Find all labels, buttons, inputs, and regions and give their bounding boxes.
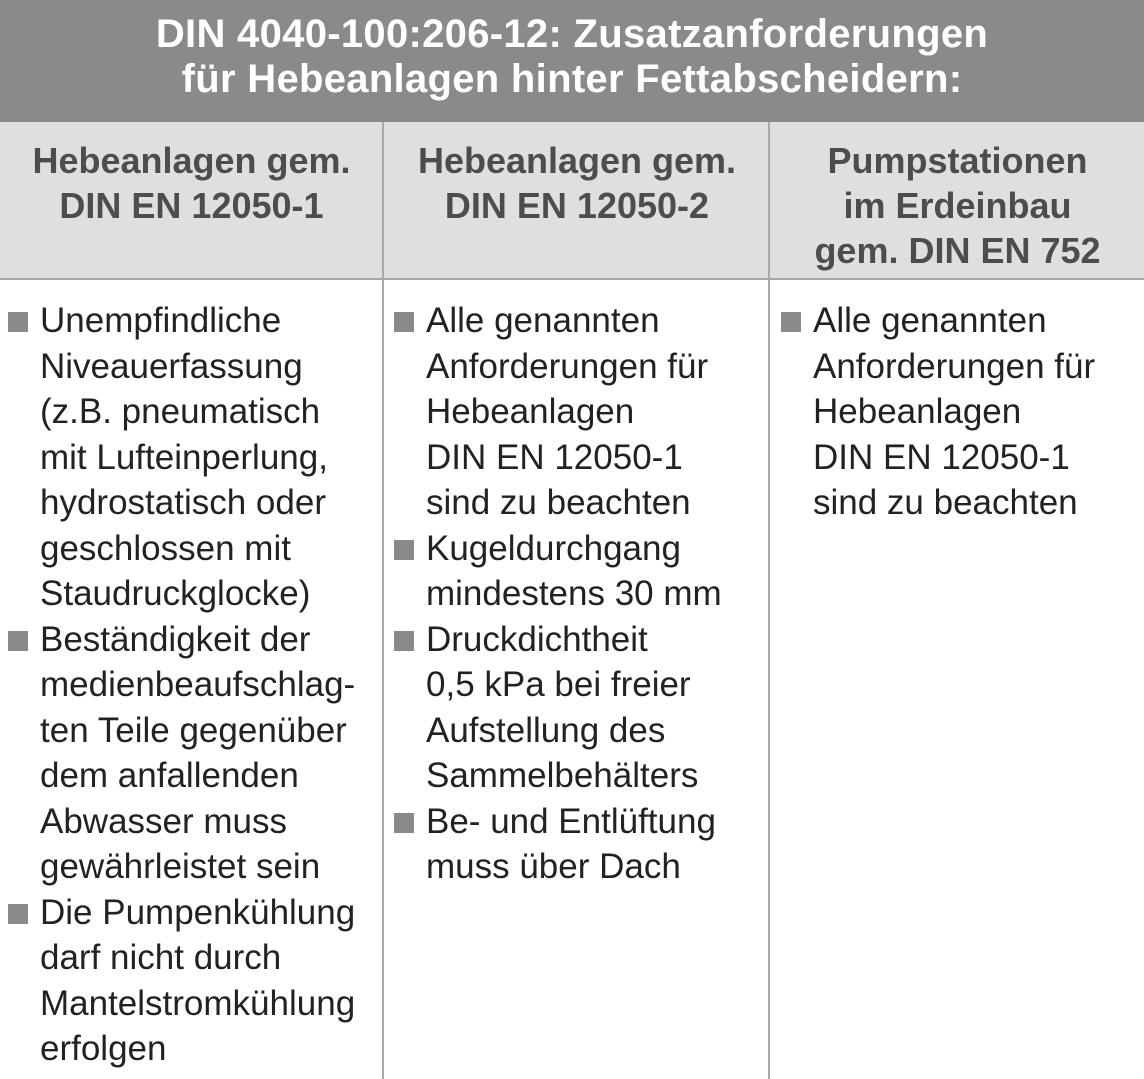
square-bullet-icon: [394, 312, 414, 332]
square-bullet-icon: [394, 813, 414, 833]
list-item: [394, 799, 766, 890]
column-header-line: im Erdeinbau: [843, 185, 1072, 226]
column-header-line: Pumpstationen: [827, 140, 1088, 181]
column-header-12050-2: [385, 122, 769, 278]
item-line: sind zu beachten: [813, 483, 1078, 522]
square-bullet-icon: [394, 631, 414, 651]
item-line: Anforderungen für: [426, 346, 709, 386]
item-line: Staudruckglocke): [40, 574, 311, 613]
item-line: 0,5 kPa bei freier: [426, 665, 691, 704]
item-line: DIN EN 12050-1: [426, 437, 683, 477]
item-line: Aufstellung des: [426, 710, 666, 750]
item-line: gewährleistet sein: [40, 847, 321, 886]
square-bullet-icon: [8, 631, 28, 651]
item-line: DIN EN 12050-1: [813, 437, 1070, 477]
item-line: Die Pumpenkühlung: [40, 892, 356, 932]
item-line: sind zu beachten: [426, 483, 691, 522]
column-body-12050-2: [394, 298, 766, 890]
list-item: [394, 298, 766, 526]
item-line: mit Lufteinperlung,: [40, 437, 328, 477]
column-header-line: gem. DIN EN 752: [814, 230, 1101, 271]
table-title: [0, 0, 1144, 122]
item-line: Kugeldurchgang: [426, 528, 681, 568]
item-line: mindestens 30 mm: [426, 574, 722, 613]
item-line: erfolgen: [40, 1029, 167, 1068]
item-line: Alle genannten: [426, 301, 660, 340]
list-item: [394, 617, 766, 799]
column-header-line: Hebeanlagen gem.: [32, 140, 351, 181]
item-line: Unempfindliche: [40, 301, 282, 340]
item-line: Beständigkeit der: [40, 619, 311, 659]
item-line: darf nicht durch: [40, 938, 282, 977]
square-bullet-icon: [8, 312, 28, 332]
column-header-12050-1: [0, 122, 383, 278]
list-item: [8, 890, 380, 1072]
item-line: Alle genannten: [813, 301, 1047, 340]
list-item: [394, 526, 766, 617]
item-line: Druckdichtheit: [426, 619, 648, 659]
item-line: medienbeaufschlag-: [40, 665, 356, 704]
item-line: Abwasser muss: [40, 801, 288, 841]
column-header-line: DIN EN 12050-2: [444, 185, 710, 226]
column-header-line: Hebeanlagen gem.: [417, 140, 737, 181]
square-bullet-icon: [8, 904, 28, 924]
item-line: Niveauerfassung: [40, 346, 303, 386]
item-line: Mantelstromkühlung: [40, 983, 356, 1023]
list-item: [8, 617, 380, 890]
item-line: Hebeanlagen: [813, 392, 1022, 431]
column-body-752: [781, 298, 1141, 526]
item-line: dem anfallenden: [40, 756, 299, 795]
square-bullet-icon: [781, 312, 801, 332]
column-header-752: [771, 122, 1144, 278]
column-header-row: [0, 122, 1144, 280]
item-line: hydrostatisch oder: [40, 483, 326, 522]
list-item: [8, 298, 380, 617]
item-line: muss über Dach: [426, 847, 681, 886]
item-line: geschlossen mit: [40, 528, 291, 568]
item-line: Sammelbehälters: [426, 756, 699, 795]
list-item: [781, 298, 1141, 526]
item-line: ten Teile gegenüber: [40, 710, 347, 750]
column-divider: [382, 122, 384, 1079]
item-line: Anforderungen für: [813, 346, 1096, 386]
column-body-12050-1: [8, 298, 380, 1072]
square-bullet-icon: [394, 540, 414, 560]
item-line: Hebeanlagen: [426, 392, 635, 431]
column-divider: [768, 122, 770, 1079]
item-line: Be- und Entlüftung: [426, 801, 716, 841]
column-header-line: DIN EN 12050-1: [59, 185, 324, 226]
title-line-1: DIN 4040-100:206-12: Zusatzanforderungen: [155, 12, 989, 56]
item-line: (z.B. pneumatisch: [40, 392, 321, 431]
title-line-2: für Hebeanlagen hinter Fettabscheidern:: [181, 57, 963, 101]
